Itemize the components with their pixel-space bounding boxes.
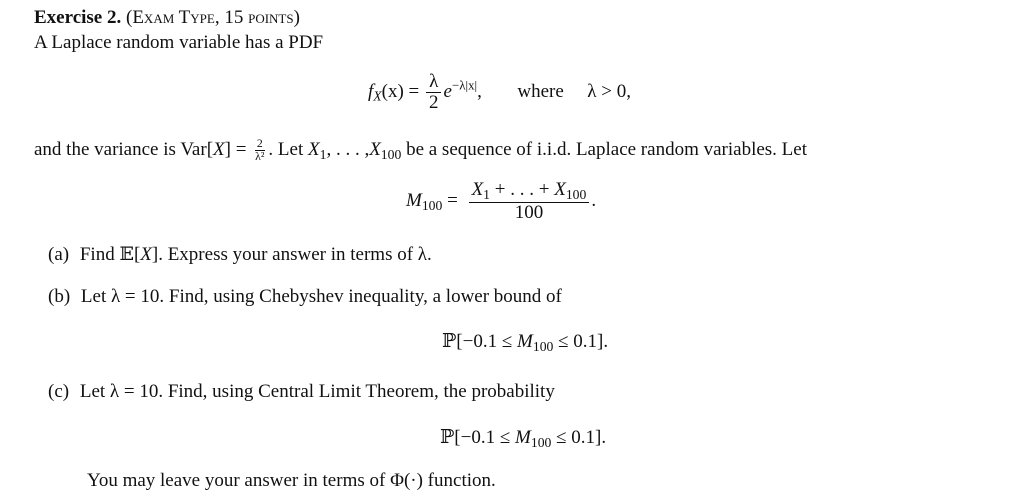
- mean-fraction: [469, 180, 590, 223]
- variance-X100: X: [369, 139, 381, 161]
- variance-frac-den: λ²: [255, 150, 265, 164]
- part-a-label: (a): [48, 244, 70, 265]
- pdf-equation: [368, 72, 631, 113]
- part-a-expectation-symbol: 𝔼: [119, 243, 134, 265]
- variance-X1: X: [307, 139, 320, 161]
- part-b-prob-left: [−0.1 ≤: [456, 331, 518, 352]
- part-c-M-sub: 100: [530, 434, 552, 450]
- part-c-prob-left: [−0.1 ≤: [454, 427, 516, 448]
- variance-fraction: [253, 138, 266, 164]
- part-c-prob-symbol: ℙ: [440, 426, 455, 448]
- pdf-arg: (x) =: [381, 80, 420, 102]
- variance-text-2: ] =: [224, 139, 247, 161]
- part-c-probability: [440, 428, 606, 450]
- intro-text: A Laplace random variable has a PDF: [34, 32, 324, 53]
- part-b-prob-symbol: ℙ: [442, 330, 457, 352]
- part-b-M: M: [517, 331, 533, 352]
- part-b-label: (b): [48, 286, 71, 307]
- variance-text-3: . Let: [268, 139, 304, 161]
- pdf-f: f: [368, 80, 374, 102]
- part-a-text-3: ]. Express your answer in terms of λ.: [151, 244, 432, 265]
- mean-M-sub: 100: [421, 197, 443, 213]
- part-a-X: X: [140, 244, 152, 265]
- part-a-text-1: Find: [79, 244, 120, 265]
- pdf-exp-power: −λ|x|: [451, 77, 478, 93]
- exercise-tag-close: ): [293, 7, 300, 28]
- part-b: [48, 287, 562, 306]
- variance-X100-sub: 100: [380, 147, 402, 163]
- pdf-condition: λ > 0,: [587, 80, 631, 102]
- mean-num-X100-sub: 100: [565, 186, 587, 202]
- exercise-heading: Exercise 2. (Exam Type, 15 points): [34, 7, 300, 28]
- variance-X: X: [213, 139, 225, 161]
- mean-equals: =: [447, 189, 458, 211]
- pdf-f-sub: X: [373, 88, 382, 104]
- exercise-type: Exam Type: [132, 7, 215, 28]
- pdf-exp-base: e: [443, 80, 452, 102]
- footer-text: You may leave your answer in terms of Φ(·) function.: [87, 470, 496, 491]
- variance-X1-sub: 1: [319, 147, 327, 163]
- mean-equation: [406, 180, 596, 223]
- part-a-text-2: [: [133, 244, 141, 265]
- pdf-fraction: [426, 72, 442, 113]
- part-b-text: Let λ = 10. Find, using Chebyshev inequality, a lower bound of: [80, 286, 562, 307]
- part-b-M-sub: 100: [532, 338, 554, 354]
- mean-num-X100: X: [554, 179, 566, 200]
- exercise-points: 15 points: [224, 7, 294, 28]
- exercise-tag-open: (: [126, 7, 133, 28]
- variance-frac-num: 2: [256, 137, 263, 150]
- mean-num-mid: + . . . +: [490, 179, 555, 200]
- pdf-frac-num: λ: [426, 72, 441, 93]
- mean-num-X1: X: [471, 179, 484, 200]
- part-c-label: (c): [48, 381, 70, 402]
- mean-period: .: [591, 189, 597, 211]
- mean-num-X1-sub: 1: [483, 186, 491, 202]
- variance-dots: , . . . ,: [326, 139, 370, 161]
- part-c-M: M: [515, 427, 531, 448]
- mean-M: M: [406, 189, 422, 211]
- pdf-frac-den: 2: [429, 91, 439, 113]
- part-b-probability: [442, 332, 608, 354]
- part-b-prob-right: ≤ 0.1].: [553, 331, 609, 352]
- pdf-where: where: [517, 80, 564, 102]
- variance-line: [34, 138, 807, 164]
- pdf-comma: ,: [477, 80, 482, 102]
- variance-text-4: be a sequence of i.i.d. Laplace random variables. Let: [406, 139, 807, 161]
- exercise-title: Exercise 2.: [34, 7, 122, 28]
- part-c-text: Let λ = 10. Find, using Central Limit Theorem, the probability: [79, 381, 555, 402]
- mean-frac-den: 100: [514, 202, 544, 224]
- mean-frac-num: [469, 180, 590, 203]
- variance-text-1: and the variance is Var[: [34, 139, 214, 161]
- part-c: [48, 382, 555, 401]
- part-c-prob-right: ≤ 0.1].: [551, 427, 607, 448]
- part-a: [48, 245, 432, 264]
